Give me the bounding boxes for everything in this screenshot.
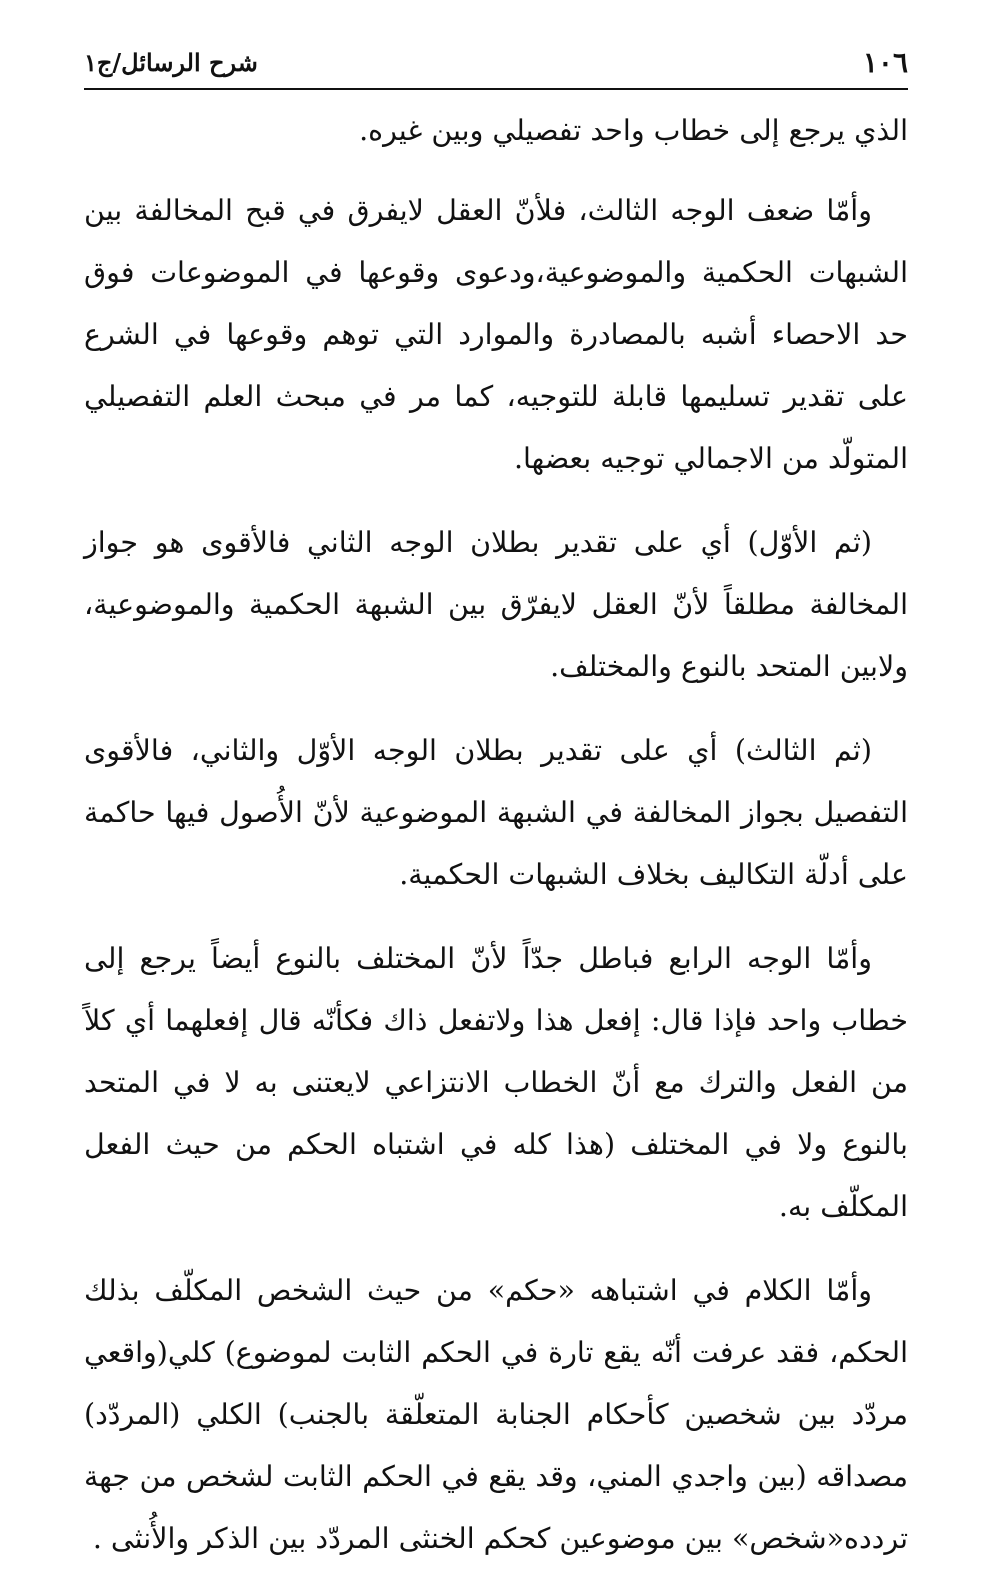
paragraph-then-third: (ثم الثالث) أي على تقدير بطلان الوجه الأوّل والثاني، فالأقوى التفصيل بجواز المخالفة في الشبهة الموضوعية لأنّ الأُصول فيها حاكمة على أدلّة التكاليف بخلاف الشبهات الحكمية. (84, 734, 908, 891)
body-text (84, 100, 908, 1570)
paragraph-third-aspect: وأمّا ضعف الوجه الثالث، فلأنّ العقل لايفرق في قبح المخالفة بين الشبهات الحكمية والموضوعية،ودعوى وقوعها في الموضوعات فوق حد الاحصاء أشبه بالمصادرة والموارد التي توهم وقوعها في الشرع على تقدير تسليمها قابلة للتوجيه، كما مر في مبحث العلم التفصيلي المتولّد من الاجمالي توجيه بعضها. (84, 194, 908, 475)
book-page (84, 40, 908, 1592)
paragraph-continuation: الذي يرجع إلى خطاب واحد تفصيلي وبين غيره. (359, 114, 908, 147)
page-number: ١٠٦ (862, 46, 908, 79)
paragraph-fourth-aspect: وأمّا الوجه الرابع فباطل جدّاً لأنّ المختلف بالنوع أيضاً يرجع إلى خطاب واحد فإذا قال: إفعل هذا ولاتفعل ذاك فكأنّه قال إفعلهما أي كلاً من الفعل والترك مع أنّ الخطاب الانتزاعي لايعتنى به لا في المتحد بالنوع ولا في المختلف (هذا كله في اشتباه الحكم من حيث الفعل المكلّف به. (84, 942, 908, 1223)
paragraph-then-first: (ثم الأوّل) أي على تقدير بطلان الوجه الثاني فالأقوى هو جواز المخالفة مطلقاً لأنّ العقل لايفرّق بين الشبهة الحكمية والموضوعية، ولابين المتحد بالنوع والمختلف. (84, 526, 908, 683)
book-title: شرح الرسائل/ج١ (84, 48, 258, 77)
paragraph-person-doubt: وأمّا الكلام في اشتباهه «حكم» من حيث الشخص المكلّف بذلك الحكم، فقد عرفت أنّه يقع تارة في الحكم الثابت لموضوع) كلي(واقعي مردّد بين شخصين كأحكام الجنابة المتعلّقة بالجنب) الكلي (المردّد) مصداقه (بين واجدي المني، وقد يقع في الحكم الثابت لشخص من جهة تردده«شخص» بين موضوعين كحكم الخنثى المردّد بين الذكر والأُنثى . (84, 1274, 908, 1555)
running-header (84, 40, 908, 90)
